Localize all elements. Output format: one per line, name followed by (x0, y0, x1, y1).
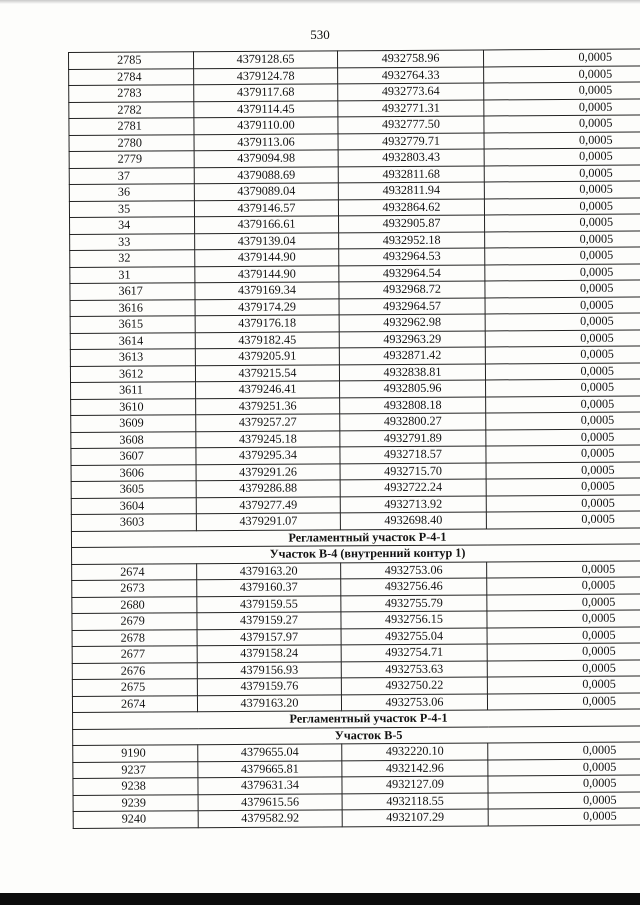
precision-value: 0,0005 (486, 428, 640, 446)
x-coordinate: 4379174.29 (195, 298, 339, 315)
point-number: 3608 (71, 431, 196, 448)
page-number: 530 (310, 27, 330, 42)
y-coordinate: 4932952.18 (339, 231, 485, 248)
x-coordinate: 4379176.18 (195, 315, 339, 332)
y-coordinate: 4932811.68 (338, 165, 484, 182)
section-title: Регламентный участок Р-4-1 (73, 709, 640, 729)
point-number: 2679 (72, 613, 197, 630)
x-coordinate: 4379291.07 (196, 513, 340, 530)
y-coordinate: 4932964.54 (339, 264, 485, 281)
x-coordinate: 4379665.81 (198, 760, 342, 777)
y-coordinate: 4932963.29 (339, 330, 485, 347)
point-number: 31 (70, 266, 195, 283)
x-coordinate: 4379251.36 (196, 397, 340, 414)
precision-value: 0,0005 (487, 626, 640, 644)
point-number: 2675 (72, 679, 197, 696)
point-number: 3609 (71, 415, 196, 432)
y-coordinate: 4932755.04 (341, 627, 487, 644)
y-coordinate: 4932791.89 (340, 429, 486, 446)
table-row (73, 808, 640, 828)
precision-value: 0,0005 (486, 445, 640, 463)
section-subtitle: Участок В-4 (внутренний контур 1) (72, 544, 640, 564)
x-coordinate: 4379157.97 (197, 628, 341, 645)
x-coordinate: 4379631.34 (198, 777, 342, 794)
x-coordinate: 4379163.20 (197, 562, 341, 579)
precision-value: 0,0005 (486, 461, 640, 479)
y-coordinate: 4932756.15 (341, 611, 487, 628)
precision-value: 0,0005 (485, 247, 640, 265)
x-coordinate: 4379291.26 (196, 463, 340, 480)
x-coordinate: 4379144.90 (195, 265, 339, 282)
precision-value: 0,0005 (484, 98, 640, 116)
x-coordinate: 4379124.78 (194, 67, 338, 84)
point-number: 9240 (73, 811, 198, 828)
y-coordinate: 4932871.42 (339, 347, 485, 364)
y-coordinate: 4932964.53 (339, 248, 485, 265)
x-coordinate: 4379245.18 (196, 430, 340, 447)
x-coordinate: 4379128.65 (194, 51, 338, 68)
y-coordinate: 4932758.96 (337, 50, 483, 67)
point-number: 37 (69, 167, 194, 184)
y-coordinate: 4932753.06 (341, 561, 487, 578)
y-coordinate: 4932805.96 (340, 380, 486, 397)
y-coordinate: 4932803.43 (338, 149, 484, 166)
point-number: 3615 (70, 316, 195, 333)
y-coordinate: 4932756.46 (341, 578, 487, 595)
x-coordinate: 4379089.04 (194, 183, 338, 200)
x-coordinate: 4379146.57 (194, 199, 338, 216)
precision-value: 0,0005 (486, 478, 640, 496)
point-number: 9239 (73, 794, 198, 811)
y-coordinate: 4932118.55 (342, 792, 488, 809)
point-number: 3613 (70, 349, 195, 366)
precision-value: 0,0005 (487, 692, 640, 710)
point-number: 36 (69, 184, 194, 201)
point-number: 2673 (72, 580, 197, 597)
precision-value: 0,0005 (485, 230, 640, 248)
y-coordinate: 4932808.18 (340, 396, 486, 413)
precision-value: 0,0005 (488, 791, 640, 809)
x-coordinate: 4379158.24 (197, 645, 341, 662)
point-number: 2782 (69, 101, 194, 118)
point-number: 2678 (72, 629, 197, 646)
y-coordinate: 4932107.29 (342, 809, 488, 826)
point-number: 2784 (69, 68, 194, 85)
point-number: 2783 (69, 85, 194, 102)
point-number: 33 (70, 233, 195, 250)
x-coordinate: 4379160.37 (197, 579, 341, 596)
x-coordinate: 4379655.04 (198, 744, 342, 761)
precision-value: 0,0005 (485, 313, 640, 331)
x-coordinate: 4379114.45 (194, 100, 338, 117)
x-coordinate: 4379215.54 (195, 364, 339, 381)
precision-value: 0,0005 (483, 49, 640, 67)
precision-value: 0,0005 (485, 329, 640, 347)
point-number: 2674 (72, 563, 197, 580)
precision-value: 0,0005 (486, 379, 640, 397)
point-number: 2676 (72, 662, 197, 679)
x-coordinate: 4379277.49 (196, 496, 340, 513)
y-coordinate: 4932722.24 (340, 479, 486, 496)
x-coordinate: 4379169.34 (195, 282, 339, 299)
y-coordinate: 4932718.57 (340, 446, 486, 463)
x-coordinate: 4379159.55 (197, 595, 341, 612)
point-number: 9237 (73, 761, 198, 778)
precision-value: 0,0005 (487, 577, 640, 595)
precision-value: 0,0005 (484, 164, 640, 182)
y-coordinate: 4932750.22 (341, 677, 487, 694)
precision-value: 0,0005 (487, 643, 640, 661)
point-number: 3606 (71, 464, 196, 481)
precision-value: 0,0005 (485, 296, 640, 314)
x-coordinate: 4379117.68 (194, 84, 338, 101)
x-coordinate: 4379257.27 (196, 414, 340, 431)
y-coordinate: 4932838.81 (339, 363, 485, 380)
precision-value: 0,0005 (485, 362, 640, 380)
y-coordinate: 4932764.33 (338, 66, 484, 83)
point-number: 2677 (72, 646, 197, 663)
precision-value: 0,0005 (487, 676, 640, 694)
point-number: 2779 (69, 151, 194, 168)
x-coordinate: 4379615.56 (198, 793, 342, 810)
x-coordinate: 4379144.90 (195, 249, 339, 266)
precision-value: 0,0005 (484, 181, 640, 199)
point-number: 3603 (71, 514, 196, 531)
point-number: 32 (70, 250, 195, 267)
x-coordinate: 4379205.91 (195, 348, 339, 365)
x-coordinate: 4379163.20 (197, 694, 341, 711)
y-coordinate: 4932755.79 (341, 594, 487, 611)
x-coordinate: 4379110.00 (194, 117, 338, 134)
y-coordinate: 4932800.27 (340, 413, 486, 430)
y-coordinate: 4932811.94 (338, 182, 484, 199)
point-number: 2674 (72, 695, 197, 712)
precision-value: 0,0005 (486, 395, 640, 413)
y-coordinate: 4932698.40 (340, 512, 486, 529)
x-coordinate: 4379246.41 (196, 381, 340, 398)
x-coordinate: 4379088.69 (194, 166, 338, 183)
point-number: 3614 (70, 332, 195, 349)
precision-value: 0,0005 (486, 494, 640, 512)
point-number: 3611 (71, 382, 196, 399)
x-coordinate: 4379159.27 (197, 612, 341, 629)
section-subtitle: Участок В-5 (73, 725, 640, 745)
scan-edge-bottom (0, 893, 640, 905)
y-coordinate: 4932754.71 (341, 644, 487, 661)
x-coordinate: 4379582.92 (198, 810, 342, 827)
x-coordinate: 4379159.76 (197, 678, 341, 695)
precision-value: 0,0005 (485, 263, 640, 281)
precision-value: 0,0005 (487, 593, 640, 611)
point-number: 3616 (70, 299, 195, 316)
x-coordinate: 4379139.04 (195, 232, 339, 249)
point-number: 3607 (71, 448, 196, 465)
y-coordinate: 4932964.57 (339, 297, 485, 314)
point-number: 3612 (70, 365, 195, 382)
section-title: Регламентный участок Р-4-1 (71, 527, 640, 547)
precision-value: 0,0005 (486, 412, 640, 430)
point-number: 35 (69, 200, 194, 217)
scan-edge-top (0, 0, 640, 4)
precision-value: 0,0005 (485, 280, 640, 298)
precision-value: 0,0005 (484, 197, 640, 215)
y-coordinate: 4932713.92 (340, 495, 486, 512)
precision-value: 0,0005 (488, 808, 640, 826)
precision-value: 0,0005 (484, 131, 640, 149)
point-number: 9190 (73, 745, 198, 762)
y-coordinate: 4932777.50 (338, 116, 484, 133)
precision-value: 0,0005 (487, 560, 640, 578)
precision-value: 0,0005 (484, 65, 640, 83)
point-number: 34 (70, 217, 195, 234)
y-coordinate: 4932773.64 (338, 83, 484, 100)
x-coordinate: 4379166.61 (195, 216, 339, 233)
precision-value: 0,0005 (488, 742, 640, 760)
precision-value: 0,0005 (485, 346, 640, 364)
y-coordinate: 4932905.87 (339, 215, 485, 232)
precision-value: 0,0005 (484, 82, 640, 100)
y-coordinate: 4932864.62 (338, 198, 484, 215)
point-number: 2781 (69, 118, 194, 135)
y-coordinate: 4932142.96 (342, 759, 488, 776)
x-coordinate: 4379182.45 (195, 331, 339, 348)
y-coordinate: 4932968.72 (339, 281, 485, 298)
y-coordinate: 4932962.98 (339, 314, 485, 331)
y-coordinate: 4932715.70 (340, 462, 486, 479)
point-number: 3617 (70, 283, 195, 300)
y-coordinate: 4932753.63 (341, 660, 487, 677)
point-number: 2785 (69, 52, 194, 69)
y-coordinate: 4932771.31 (338, 99, 484, 116)
y-coordinate: 4932220.10 (342, 743, 488, 760)
x-coordinate: 4379295.34 (196, 447, 340, 464)
precision-value: 0,0005 (485, 214, 640, 232)
point-number: 3605 (71, 481, 196, 498)
point-number: 9238 (73, 778, 198, 795)
precision-value: 0,0005 (484, 148, 640, 166)
precision-value: 0,0005 (484, 115, 640, 133)
coordinates-table (68, 48, 640, 828)
precision-value: 0,0005 (488, 758, 640, 776)
y-coordinate: 4932127.09 (342, 776, 488, 793)
precision-value: 0,0005 (486, 511, 640, 529)
precision-value: 0,0005 (487, 610, 640, 628)
point-number: 3610 (71, 398, 196, 415)
y-coordinate: 4932779.71 (338, 132, 484, 149)
x-coordinate: 4379156.93 (197, 661, 341, 678)
x-coordinate: 4379286.88 (196, 480, 340, 497)
precision-value: 0,0005 (488, 775, 640, 793)
x-coordinate: 4379094.98 (194, 150, 338, 167)
point-number: 2780 (69, 134, 194, 151)
point-number: 2680 (72, 596, 197, 613)
point-number: 3604 (71, 497, 196, 514)
precision-value: 0,0005 (487, 659, 640, 677)
y-coordinate: 4932753.06 (341, 693, 487, 710)
x-coordinate: 4379113.06 (194, 133, 338, 150)
